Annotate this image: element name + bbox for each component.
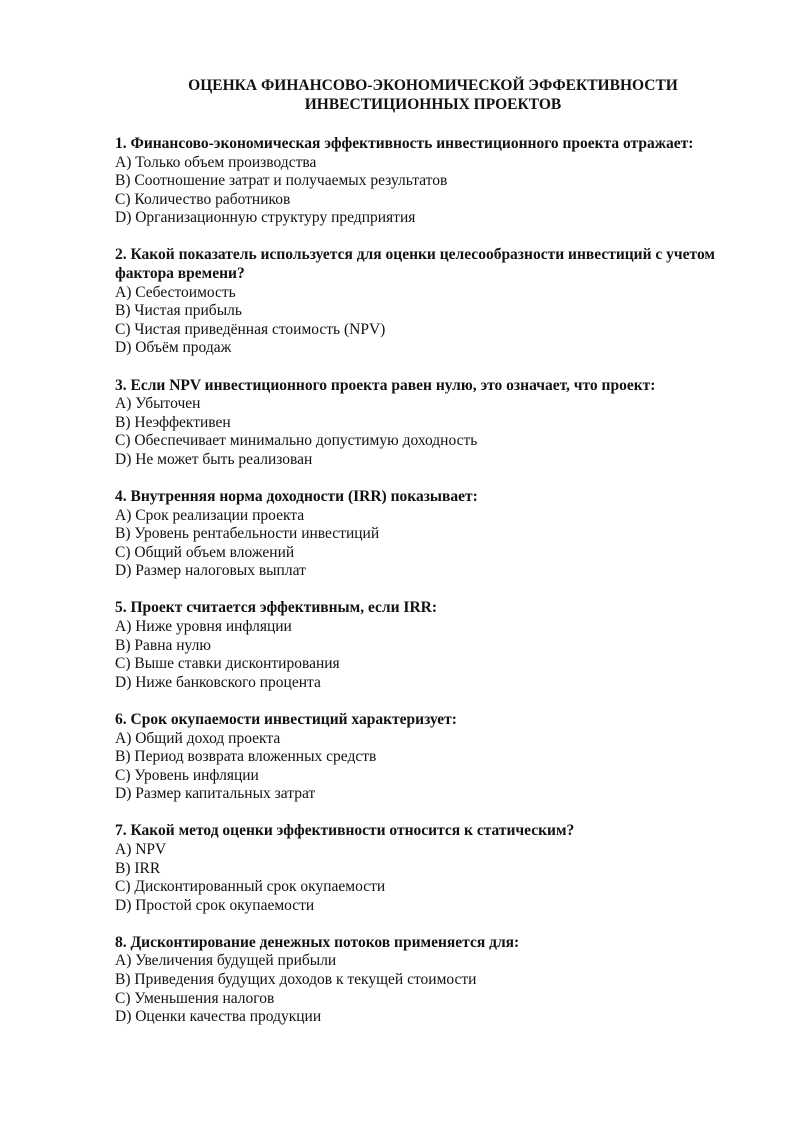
question-6 (115, 711, 755, 804)
answer-option-a: A) NPV (115, 841, 167, 858)
document-page (115, 76, 755, 1045)
answer-option-b: B) Равна нулю (115, 636, 211, 654)
question-text: 2. Какой показатель используется для оценки целесообразности инвестиций с учетом фактора времени? (115, 246, 715, 283)
question-1 (115, 135, 755, 228)
question-text: 8. Дисконтирование денежных потоков применяется для: (115, 933, 520, 951)
answer-option-a: A) Убыточен (115, 395, 201, 413)
answer-option-a: A) Срок реализации проекта (115, 506, 305, 524)
question-text: 4. Внутренняя норма доходности (IRR) показывает: (115, 488, 478, 505)
answer-option-d: D) Оценки качества продукции (115, 1008, 322, 1026)
question-text: 7. Какой метод оценки эффективности относится к статическим? (115, 822, 575, 840)
answer-option-d: D) Простой срок окупаемости (115, 896, 315, 914)
answer-option-b: B) Период возврата вложенных средств (115, 748, 377, 766)
answer-option-c: C) Дисконтированный срок окупаемости (115, 878, 386, 896)
question-8 (115, 934, 755, 1027)
question-3 (115, 377, 755, 470)
document-title-line1: ОЦЕНКА ФИНАНСОВО-ЭКОНОМИЧЕСКОЙ ЭФФЕКТИВНОСТИ (188, 77, 678, 94)
answer-option-a: A) Ниже уровня инфляции (115, 618, 292, 636)
answer-option-c: C) Обеспечивает минимально допустимую доходность (115, 432, 478, 450)
answer-option-b: B) Неэффективен (115, 413, 231, 431)
answer-option-a: A) Только объем производства (115, 153, 317, 171)
question-2 (115, 246, 755, 358)
answer-option-b: B) Соотношение затрат и получаемых результатов (115, 172, 448, 190)
answer-option-c: C) Количество работников (115, 190, 291, 208)
answer-option-b: B) Чистая прибыль (115, 302, 242, 320)
answer-option-d: D) Размер капитальных затрат (115, 785, 316, 803)
answer-option-d: D) Размер налоговых выплат (115, 562, 306, 580)
answer-option-d: D) Объём продаж (115, 339, 232, 357)
question-text: 5. Проект считается эффективным, если IRR: (115, 599, 437, 617)
answer-option-a: A) Увеличения будущей прибыли (115, 952, 337, 970)
answer-option-d: D) Не может быть реализован (115, 450, 313, 468)
answer-option-b: B) Уровень рентабельности инвестиций (115, 525, 380, 543)
answer-option-d: D) Ниже банковского процента (115, 673, 321, 691)
answer-option-b: B) IRR (115, 859, 161, 877)
document-title (115, 76, 755, 114)
question-text: 6. Срок окупаемости инвестиций характеризует: (115, 710, 457, 728)
question-text: 3. Если NPV инвестиционного проекта равен нулю, это означает, что проект: (115, 376, 656, 394)
answer-option-c: C) Общий объем вложений (115, 543, 295, 561)
answer-option-d: D) Организационную структуру предприятия (115, 209, 416, 227)
document-title-line2: ИНВЕСТИЦИОННЫХ ПРОЕКТОВ (304, 96, 562, 113)
question-7 (115, 822, 755, 915)
answer-option-b: B) Приведения будущих доходов к текущей стоимости (115, 971, 477, 989)
question-4 (115, 488, 755, 581)
question-text: 1. Финансово-экономическая эффективность инвестиционного проекта отражает: (115, 135, 694, 152)
answer-option-c: C) Уменьшения налогов (115, 989, 275, 1007)
answer-option-a: A) Общий доход проекта (115, 729, 281, 747)
question-5 (115, 599, 755, 692)
answer-option-c: C) Чистая приведённая стоимость (NPV) (115, 320, 386, 338)
answer-option-c: C) Уровень инфляции (115, 766, 259, 784)
answer-option-a: A) Себестоимость (115, 283, 236, 301)
answer-option-c: C) Выше ставки дисконтирования (115, 655, 340, 673)
